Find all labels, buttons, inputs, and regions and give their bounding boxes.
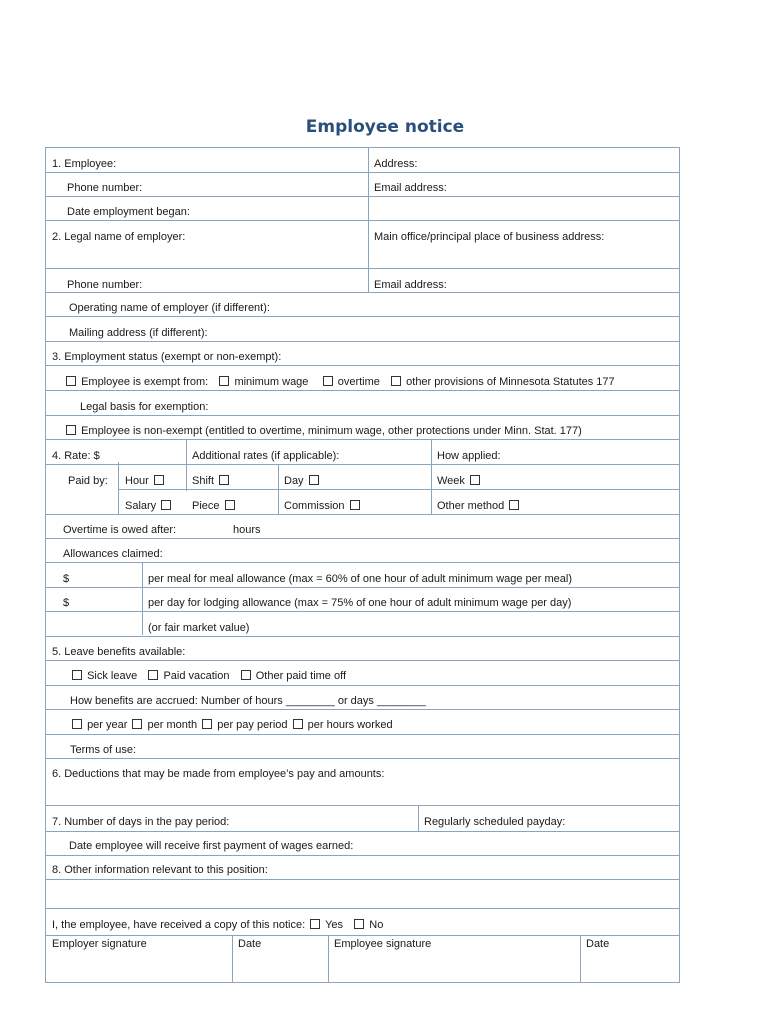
non-exempt-checkbox[interactable] xyxy=(66,425,76,435)
per-pay-period-checkbox[interactable] xyxy=(202,719,212,729)
other-provisions-checkbox[interactable] xyxy=(391,376,401,386)
yes-checkbox[interactable] xyxy=(310,919,320,929)
hour-checkbox[interactable] xyxy=(154,475,164,485)
employer-date-label: Date xyxy=(238,938,262,950)
row-divider xyxy=(46,636,679,637)
row-divider xyxy=(46,908,679,909)
week-checkbox[interactable] xyxy=(470,475,480,485)
overtime-label: overtime xyxy=(337,376,380,388)
non-exempt-row xyxy=(64,425,582,438)
row-divider xyxy=(46,758,679,759)
row-divider xyxy=(46,831,679,832)
salary-option: Salary xyxy=(125,500,173,513)
row-divider xyxy=(46,855,679,856)
acknowledgement-label: I, the employee, have received a copy of this notice: xyxy=(52,919,306,931)
overtime-owed-label: Overtime is owed after: xyxy=(63,524,177,536)
employee-label: 1. Employee: xyxy=(52,158,117,170)
row-divider xyxy=(46,172,679,173)
shift-option: Shift xyxy=(192,475,231,488)
meal-dollar: $ xyxy=(63,573,70,585)
column-divider xyxy=(142,562,143,635)
row-divider xyxy=(46,365,679,366)
terms-of-use-label: Terms of use: xyxy=(70,744,137,756)
employer-email-label: Email address: xyxy=(374,279,447,291)
row-divider xyxy=(46,587,679,588)
row-divider xyxy=(46,709,679,710)
sick-leave-label: Sick leave xyxy=(87,670,138,682)
column-divider xyxy=(431,439,432,514)
day-checkbox[interactable] xyxy=(309,475,319,485)
column-divider xyxy=(278,464,279,514)
row-divider xyxy=(46,220,679,221)
row-divider xyxy=(46,660,679,661)
salary-checkbox[interactable] xyxy=(161,500,171,510)
main-office-label: Main office/principal place of business address: xyxy=(374,231,605,243)
lodging-allowance-label: per day for lodging allowance (max = 75% of one hour of adult minimum wage per day) xyxy=(148,597,572,609)
week-option: Week xyxy=(437,475,482,488)
per-month-label: per month xyxy=(147,719,198,731)
exempt-row xyxy=(64,376,615,389)
other-paid-checkbox[interactable] xyxy=(241,670,251,680)
pay-period-days-label: 7. Number of days in the pay period: xyxy=(52,816,230,828)
column-divider xyxy=(118,462,119,514)
row-divider xyxy=(46,685,679,686)
acknowledgement-row xyxy=(52,919,383,932)
row-divider xyxy=(46,415,679,416)
lodging-dollar: $ xyxy=(63,597,70,609)
paid-vacation-label: Paid vacation xyxy=(163,670,230,682)
row-divider xyxy=(46,390,679,391)
row-divider xyxy=(46,935,679,936)
row-divider xyxy=(46,464,679,465)
no-checkbox[interactable] xyxy=(354,919,364,929)
per-hours-worked-checkbox[interactable] xyxy=(293,719,303,729)
column-divider xyxy=(368,148,369,292)
commission-option: Commission xyxy=(284,500,362,513)
hour-option: Hour xyxy=(125,475,166,488)
minimum-wage-label: minimum wage xyxy=(234,376,309,388)
meal-allowance-label: per meal for meal allowance (max = 60% of one hour of adult minimum wage per meal) xyxy=(148,573,573,585)
paid-vacation-checkbox[interactable] xyxy=(148,670,158,680)
piece-option: Piece xyxy=(192,500,237,513)
minimum-wage-checkbox[interactable] xyxy=(219,376,229,386)
yes-label: Yes xyxy=(325,919,344,931)
row-divider xyxy=(118,489,679,490)
operating-name-label: Operating name of employer (if different): xyxy=(69,302,270,314)
page-title: Employee notice xyxy=(305,117,465,137)
row-divider xyxy=(46,538,679,539)
allowances-label: Allowances claimed: xyxy=(63,548,163,560)
exempt-checkbox[interactable] xyxy=(66,376,76,386)
legal-basis-label: Legal basis for exemption: xyxy=(80,401,209,413)
deductions-label: 6. Deductions that may be made from employee’s pay and amounts: xyxy=(52,768,385,780)
commission-checkbox[interactable] xyxy=(350,500,360,510)
paid-by-label: Paid by: xyxy=(68,475,108,487)
piece-checkbox[interactable] xyxy=(225,500,235,510)
employee-date-label: Date xyxy=(586,938,610,950)
additional-rates-label: Additional rates (if applicable): xyxy=(192,450,340,462)
legal-name-label: 2. Legal name of employer: xyxy=(52,231,186,243)
non-exempt-label: Employee is non-exempt (entitled to overtime, minimum wage, other protections under Minn. Stat. 177) xyxy=(81,425,582,437)
row-divider xyxy=(46,196,679,197)
per-year-label: per year xyxy=(87,719,128,731)
per-pay-period-label: per pay period xyxy=(217,719,288,731)
row-divider xyxy=(46,341,679,342)
employee-signature-label: Employee signature xyxy=(334,938,432,950)
row-divider xyxy=(46,805,679,806)
day-option: Day xyxy=(284,475,321,488)
row-divider xyxy=(46,316,679,317)
fair-market-label: (or fair market value) xyxy=(148,622,250,634)
other-paid-label: Other paid time off xyxy=(255,670,347,682)
how-applied-label: How applied: xyxy=(437,450,501,462)
payday-label: Regularly scheduled payday: xyxy=(424,816,566,828)
row-divider xyxy=(46,292,679,293)
first-payment-label: Date employee will receive first payment of wages earned: xyxy=(69,840,354,852)
column-divider xyxy=(186,439,187,491)
other-method-option: Other method xyxy=(437,500,521,513)
rate-label: 4. Rate: $ xyxy=(52,450,100,462)
employer-phone-label: Phone number: xyxy=(67,279,143,291)
exempt-from-label: Employee is exempt from: xyxy=(81,376,209,388)
other-provisions-label: other provisions of Minnesota Statutes 177 xyxy=(406,376,615,388)
column-divider xyxy=(232,935,233,983)
accrual-label: How benefits are accrued: Number of hours ________ or days ________ xyxy=(70,695,426,707)
other-method-checkbox[interactable] xyxy=(509,500,519,510)
no-label: No xyxy=(369,919,384,931)
row-divider xyxy=(46,734,679,735)
sick-leave-checkbox[interactable] xyxy=(72,670,82,680)
column-divider xyxy=(328,935,329,983)
row-divider xyxy=(46,879,679,880)
per-year-checkbox[interactable] xyxy=(72,719,82,729)
hours-label: hours xyxy=(233,524,261,536)
leave-options-row xyxy=(70,670,346,683)
row-divider xyxy=(46,439,679,440)
accrual-period-row xyxy=(70,719,393,732)
email-label: Email address: xyxy=(374,182,447,194)
phone-label: Phone number: xyxy=(67,182,143,194)
employee-notice-form xyxy=(45,147,680,983)
employer-signature-label: Employer signature xyxy=(52,938,147,950)
column-divider xyxy=(580,935,581,983)
row-divider xyxy=(46,562,679,563)
row-divider xyxy=(46,611,679,612)
overtime-checkbox[interactable] xyxy=(323,376,333,386)
row-divider xyxy=(46,514,679,515)
other-info-label: 8. Other information relevant to this position: xyxy=(52,864,268,876)
address-label: Address: xyxy=(374,158,418,170)
column-divider xyxy=(418,805,419,831)
date-began-label: Date employment began: xyxy=(67,206,190,218)
per-month-checkbox[interactable] xyxy=(132,719,142,729)
shift-checkbox[interactable] xyxy=(219,475,229,485)
employment-status-label: 3. Employment status (exempt or non-exempt): xyxy=(52,351,282,363)
mailing-address-label: Mailing address (if different): xyxy=(69,327,208,339)
row-divider xyxy=(46,268,679,269)
per-hours-worked-label: per hours worked xyxy=(307,719,393,731)
leave-benefits-label: 5. Leave benefits available: xyxy=(52,646,186,658)
